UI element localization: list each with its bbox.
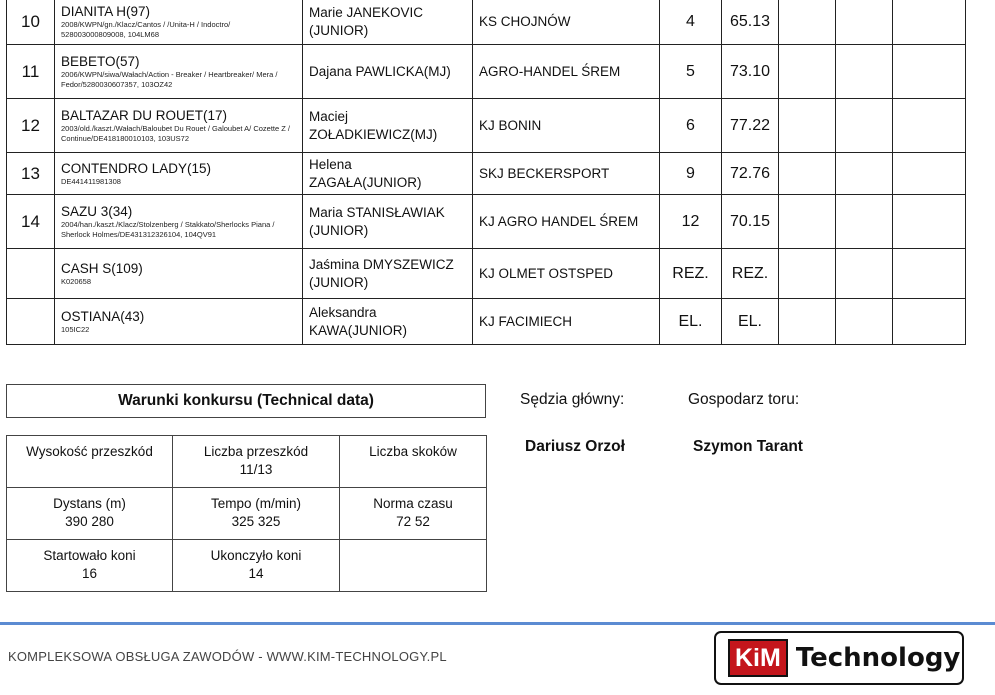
horse-cell bbox=[55, 249, 303, 299]
logo-technology-word: Technology bbox=[795, 643, 961, 673]
empty-cell bbox=[836, 45, 893, 99]
horse-details: 2004/han./kaszt./Klacz/Stolzenberg / Stakkato/Sherlocks Piana / Sherlock Holmes/DE431312326104, 104QV91 bbox=[61, 219, 275, 239]
place-cell: 11 bbox=[7, 45, 55, 99]
place-cell: 10 bbox=[7, 0, 55, 45]
horse-cell bbox=[55, 45, 303, 99]
course-designer-label: Gospodarz toru: bbox=[688, 391, 800, 408]
table-row bbox=[7, 299, 966, 345]
faults-cell: 12 bbox=[660, 195, 722, 249]
technical-value: 11/13 bbox=[239, 462, 273, 477]
technical-cell bbox=[7, 436, 173, 488]
place-cell bbox=[7, 249, 55, 299]
table-row bbox=[7, 195, 966, 249]
place-cell: 13 bbox=[7, 153, 55, 195]
technical-cell bbox=[173, 488, 340, 540]
time-cell: 70.15 bbox=[722, 195, 779, 249]
technical-value: 390 280 bbox=[65, 514, 114, 529]
technical-cell bbox=[173, 540, 340, 592]
horse-details: 2003/old./kaszt./Wałach/Baloubet Du Rouet / Galoubet A/ Cozette Z / Continue/DE418180010103, 103US72 bbox=[61, 123, 291, 143]
empty-cell bbox=[836, 299, 893, 345]
footer-divider bbox=[0, 622, 995, 625]
course-designer-name: Szymon Tarant bbox=[693, 438, 803, 455]
faults-cell: REZ. bbox=[660, 249, 722, 299]
horse-details: 2008/KWPN/gn./Klacz/Cantos / /Unita-H / Indoctro/ 528003000809008, 104LM68 bbox=[61, 19, 231, 39]
time-cell: 72.76 bbox=[722, 153, 779, 195]
horse-name: CONTENDRO LADY(15) bbox=[61, 160, 212, 176]
empty-cell bbox=[893, 195, 966, 249]
horse-cell bbox=[55, 153, 303, 195]
table-row bbox=[7, 0, 966, 45]
place-cell bbox=[7, 299, 55, 345]
time-cell: 65.13 bbox=[722, 0, 779, 45]
technical-label: Dystans (m) bbox=[53, 496, 126, 511]
rider-cell: Jaśmina DMYSZEWICZ (JUNIOR) bbox=[303, 249, 473, 299]
rider-cell: Maria STANISŁAWIAK (JUNIOR) bbox=[303, 195, 473, 249]
horse-cell bbox=[55, 99, 303, 153]
empty-cell bbox=[779, 195, 836, 249]
empty-cell bbox=[893, 153, 966, 195]
empty-cell bbox=[779, 0, 836, 45]
time-cell: REZ. bbox=[722, 249, 779, 299]
horse-details: 2006/KWPN/siwa/Wałach/Action - Breaker / Heartbreaker/ Mera / Fedor/5280030607357, 103OZ42 bbox=[61, 69, 278, 89]
technical-value: 16 bbox=[81, 566, 98, 581]
rider-cell: Dajana PAWLICKA(MJ) bbox=[303, 45, 473, 99]
horse-name: OSTIANA(43) bbox=[61, 308, 145, 324]
technical-label: Ukonczyło koni bbox=[210, 548, 302, 563]
technical-cell bbox=[7, 540, 173, 592]
horse-details: K020658 bbox=[61, 276, 92, 286]
technical-label: Tempo (m/min) bbox=[210, 496, 301, 511]
technical-cell bbox=[173, 436, 340, 488]
logo-km-mark: KiM bbox=[728, 639, 788, 677]
empty-cell bbox=[779, 45, 836, 99]
place-cell: 14 bbox=[7, 195, 55, 249]
empty-cell bbox=[893, 249, 966, 299]
club-cell: AGRO-HANDEL ŚREM bbox=[473, 45, 660, 99]
horse-name: SAZU 3(34) bbox=[61, 203, 133, 219]
kim-technology-logo bbox=[714, 631, 964, 685]
table-row bbox=[7, 249, 966, 299]
technical-data-table bbox=[6, 435, 487, 592]
horse-cell bbox=[55, 0, 303, 45]
technical-label: Wysokość przeszkód bbox=[26, 444, 153, 459]
footer-text: KOMPLEKSOWA OBSŁUGA ZAWODÓW - WWW.KIM-TECHNOLOGY.PL bbox=[8, 649, 447, 664]
club-cell: KJ BONIN bbox=[473, 99, 660, 153]
empty-cell bbox=[779, 153, 836, 195]
horse-name: BALTAZAR DU ROUET(17) bbox=[61, 107, 228, 123]
faults-cell: 5 bbox=[660, 45, 722, 99]
time-cell: EL. bbox=[722, 299, 779, 345]
technical-cell bbox=[340, 488, 487, 540]
empty-cell bbox=[836, 153, 893, 195]
empty-cell bbox=[836, 195, 893, 249]
empty-cell bbox=[893, 0, 966, 45]
horse-details: 105IC22 bbox=[61, 324, 90, 334]
horse-name: BEBETO(57) bbox=[61, 53, 140, 69]
horse-name: DIANITA H(97) bbox=[61, 3, 151, 19]
technical-cell bbox=[340, 540, 487, 592]
technical-cell bbox=[7, 488, 173, 540]
club-cell: KJ FACIMIECH bbox=[473, 299, 660, 345]
place-cell: 12 bbox=[7, 99, 55, 153]
technical-label: Liczba przeszkód bbox=[203, 444, 309, 459]
technical-cell bbox=[340, 436, 487, 488]
faults-cell: EL. bbox=[660, 299, 722, 345]
time-cell: 73.10 bbox=[722, 45, 779, 99]
rider-cell: Helena ZAGAŁA(JUNIOR) bbox=[303, 153, 473, 195]
club-cell: SKJ BECKERSPORT bbox=[473, 153, 660, 195]
chief-judge-name: Dariusz Orzoł bbox=[525, 438, 625, 455]
chief-judge-label: Sędzia główny: bbox=[520, 391, 625, 408]
club-cell: KS CHOJNÓW bbox=[473, 0, 660, 45]
results-table bbox=[6, 0, 966, 345]
technical-label: Liczba skoków bbox=[369, 444, 457, 459]
empty-cell bbox=[836, 0, 893, 45]
empty-cell bbox=[779, 249, 836, 299]
technical-label: Norma czasu bbox=[373, 496, 453, 511]
time-cell: 77.22 bbox=[722, 99, 779, 153]
table-row bbox=[7, 45, 966, 99]
technical-row bbox=[7, 488, 487, 540]
technical-value: 325 325 bbox=[231, 514, 281, 529]
empty-cell bbox=[893, 45, 966, 99]
faults-cell: 6 bbox=[660, 99, 722, 153]
table-row bbox=[7, 153, 966, 195]
faults-cell: 9 bbox=[660, 153, 722, 195]
empty-cell bbox=[893, 299, 966, 345]
empty-cell bbox=[779, 299, 836, 345]
technical-row bbox=[7, 436, 487, 488]
horse-cell bbox=[55, 299, 303, 345]
horse-details: DE441411981308 bbox=[61, 176, 121, 186]
empty-cell bbox=[836, 99, 893, 153]
table-row bbox=[7, 99, 966, 153]
empty-cell bbox=[893, 99, 966, 153]
empty-cell bbox=[779, 99, 836, 153]
technical-value: 14 bbox=[248, 566, 264, 581]
technical-row bbox=[7, 540, 487, 592]
faults-cell: 4 bbox=[660, 0, 722, 45]
horse-cell bbox=[55, 195, 303, 249]
rider-cell: Aleksandra KAWA(JUNIOR) bbox=[303, 299, 473, 345]
rider-cell: Maciej ZOŁADKIEWICZ(MJ) bbox=[303, 99, 473, 153]
club-cell: KJ OLMET OSTSPED bbox=[473, 249, 660, 299]
club-cell: KJ AGRO HANDEL ŚREM bbox=[473, 195, 660, 249]
technical-data-title: Warunki konkursu (Technical data) bbox=[6, 384, 486, 418]
technical-value: 72 52 bbox=[396, 514, 430, 529]
empty-cell bbox=[836, 249, 893, 299]
technical-label: Startowało koni bbox=[43, 548, 136, 563]
horse-name: CASH S(109) bbox=[61, 260, 143, 276]
rider-cell: Marie JANEKOVIC (JUNIOR) bbox=[303, 0, 473, 45]
